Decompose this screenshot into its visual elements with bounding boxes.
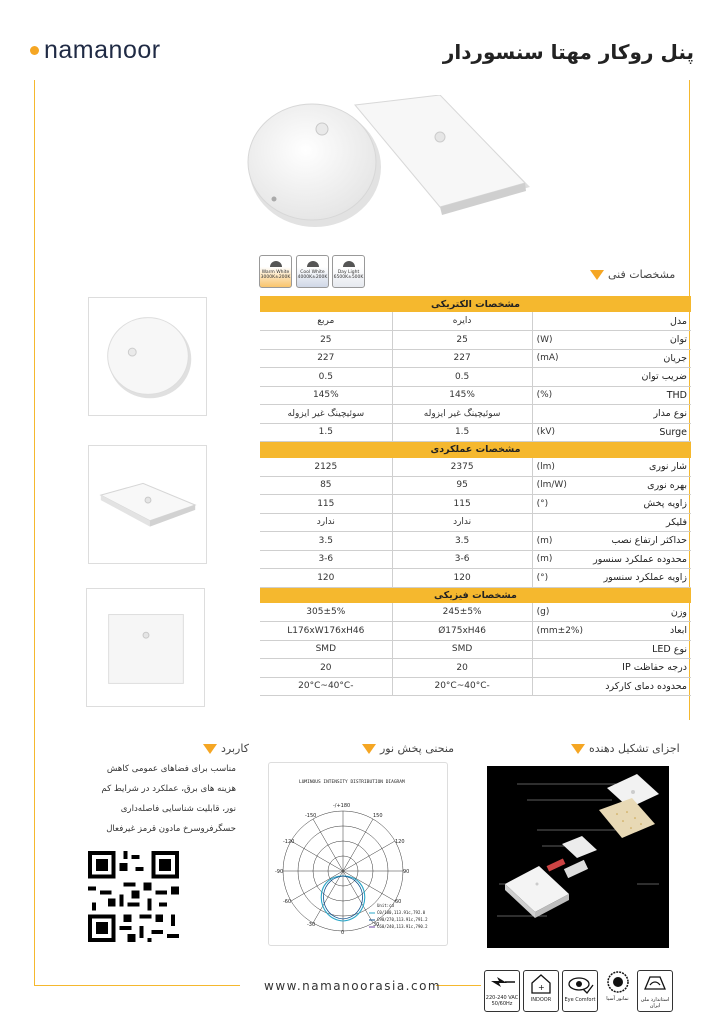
cct-range: 4000K±200K — [297, 275, 328, 280]
table-row — [260, 458, 691, 477]
row-unit — [532, 405, 587, 424]
row-name: THD — [587, 386, 691, 405]
brand-seal-icon — [601, 970, 634, 1012]
row-value-square: 120 — [260, 569, 392, 588]
qr-code — [84, 847, 183, 946]
row-value-square: 3-6 — [260, 550, 392, 569]
row-value-round: 1.5 — [392, 423, 532, 442]
row-value-square: 115 — [260, 495, 392, 514]
table-section-header — [260, 587, 691, 603]
electrical-header: مشخصات الکتریکی — [260, 296, 691, 312]
cert-label: استاندارد ملی ایران — [640, 997, 670, 1009]
specs-label-text: مشخصات فنی — [608, 268, 676, 281]
polar-label: -60 — [283, 899, 292, 905]
table-row — [260, 423, 691, 442]
row-name: وزن — [587, 603, 691, 622]
application-section-label — [203, 742, 249, 755]
table-row — [260, 659, 691, 678]
frame-line-bottom — [34, 985, 240, 986]
row-unit: (lm) — [532, 458, 587, 477]
table-row — [260, 386, 691, 405]
row-value-square: 145% — [260, 386, 392, 405]
logo-dot — [30, 46, 39, 55]
row-unit: (m) — [532, 550, 587, 569]
photometric-label-text: منحنی پخش نور — [380, 742, 455, 755]
row-value-square: 2125 — [260, 458, 392, 477]
application-description: مناسب برای فضاهای عمومی کاهش هزینه های برق، عملکرد در شرایط کم نور، قابلیت شناسایی فاصله‌داری حسگرفروسرخ مادون قرمز غیرفعال — [101, 764, 236, 834]
row-value-round: 25 — [392, 331, 532, 350]
table-section-header — [260, 442, 691, 458]
table-row — [260, 495, 691, 514]
row-unit: (°) — [532, 569, 587, 588]
components-section-label — [571, 742, 680, 755]
row-value-square: 20 — [260, 659, 392, 678]
table-row — [260, 405, 691, 424]
spec-table — [260, 296, 691, 696]
row-value-square: 0.5 — [260, 368, 392, 387]
row-unit — [532, 640, 587, 659]
row-unit — [532, 312, 587, 331]
table-row — [260, 532, 691, 551]
polar-label: -/+180 — [333, 803, 351, 809]
indoor-cert-icon — [523, 970, 559, 1012]
performance-header: مشخصات عملکردی — [260, 442, 691, 458]
table-row — [260, 603, 691, 622]
application-label-text: کاربرد — [221, 742, 249, 755]
row-name: درجه حفاظت IP — [587, 659, 691, 678]
row-name: مدل — [587, 312, 691, 331]
table-row — [260, 312, 691, 331]
row-name: جریان — [587, 349, 691, 368]
polar-legend: C60/240,113.91c,790.2 — [377, 924, 428, 929]
polar-label: 30 — [373, 922, 380, 928]
row-value-square: 1.5 — [260, 423, 392, 442]
row-name: شار نوری — [587, 458, 691, 477]
specs-section-label — [590, 268, 675, 281]
row-value-round: 115 — [392, 495, 532, 514]
eye-comfort-cert-icon — [562, 970, 598, 1012]
row-value-round: 20 — [392, 659, 532, 678]
svg-text:+: + — [538, 983, 545, 992]
cct-range: 6500K±500K — [333, 275, 364, 280]
cct-warm-white-icon — [259, 255, 292, 288]
thumbnail-round-panel — [88, 297, 207, 416]
row-value-round: SMD — [392, 640, 532, 659]
thumbnail-square-panel-angle — [88, 445, 207, 564]
row-name: ضریب توان — [587, 368, 691, 387]
row-name: Surge — [587, 423, 691, 442]
physical-header: مشخصات فیزیکی — [260, 587, 691, 603]
row-unit: (g) — [532, 603, 587, 622]
row-value-square: 305±5% — [260, 603, 392, 622]
cert-label: INDOOR — [530, 997, 552, 1003]
row-value-round: -20°C~40°C — [392, 677, 532, 696]
cct-name: Cool White — [300, 270, 325, 275]
row-value-round: 0.5 — [392, 368, 532, 387]
brand-logo — [30, 36, 161, 65]
row-unit — [532, 368, 587, 387]
table-row — [260, 331, 691, 350]
national-standard-icon — [637, 970, 673, 1012]
table-row — [260, 513, 691, 532]
row-unit: (°) — [532, 495, 587, 514]
row-value-round: سوئیچینگ غیر ایزوله — [392, 405, 532, 424]
cert-label: نمانور آسیا — [606, 996, 629, 1002]
row-value-round: دایره — [392, 312, 532, 331]
row-value-round: Ø175xH46 — [392, 622, 532, 641]
cert-label: 220-240 VAC 50/60Hz — [485, 995, 519, 1007]
row-unit — [532, 513, 587, 532]
frame-line-left — [34, 80, 35, 985]
row-value-square: -20°C~40°C — [260, 677, 392, 696]
polar-title: LUMINOUS INTENSITY DISTRIBUTION DIAGRAM — [299, 780, 405, 785]
row-name: توان — [587, 331, 691, 350]
row-value-round: 227 — [392, 349, 532, 368]
polar-legend: C90/270,113.91c,791.2 — [377, 917, 428, 922]
row-name: زاویه پخش — [587, 495, 691, 514]
cct-name: Day Light — [337, 270, 360, 275]
website-url[interactable]: www.namanoorasia.com — [264, 979, 442, 993]
row-value-square: L176xW176xH46 — [260, 622, 392, 641]
row-value-square: سوئیچینگ غیر ایزوله — [260, 405, 392, 424]
triangle-marker-icon — [203, 744, 217, 754]
table-section-header — [260, 296, 691, 312]
row-value-square: ندارد — [260, 513, 392, 532]
table-row — [260, 368, 691, 387]
row-value-round: 120 — [392, 569, 532, 588]
row-name: حداکثر ارتفاع نصب — [587, 532, 691, 551]
cct-range: 3000K±200K — [260, 275, 291, 280]
polar-label: 0 — [341, 930, 345, 936]
cert-label: Eye Comfort — [564, 997, 596, 1003]
polar-label: 120 — [395, 839, 405, 845]
row-value-round: ندارد — [392, 513, 532, 532]
row-value-round: 3.5 — [392, 532, 532, 551]
row-name: محدوده عملکرد سنسور — [587, 550, 691, 569]
polar-label: -30 — [307, 922, 316, 928]
row-unit: (mA) — [532, 349, 587, 368]
exploded-view-image — [487, 766, 669, 948]
polar-legend: C0/180,113.91c,792.0 — [377, 910, 426, 915]
page-title: پنل روکار مهتا سنسوردار — [442, 40, 694, 64]
row-value-round: 3-6 — [392, 550, 532, 569]
row-unit: (kV) — [532, 423, 587, 442]
cct-day-light-icon — [332, 255, 365, 288]
row-unit: (mm±2%) — [532, 622, 587, 641]
polar-label: -120 — [283, 839, 295, 845]
row-value-square: 3.5 — [260, 532, 392, 551]
power-supply-cert-icon — [484, 970, 520, 1012]
row-value-round: 2375 — [392, 458, 532, 477]
triangle-marker-icon — [571, 744, 585, 754]
polar-label: 60 — [395, 899, 402, 905]
polar-label: -150 — [305, 813, 317, 819]
row-value-round: 245±5% — [392, 603, 532, 622]
row-unit: (W) — [532, 331, 587, 350]
brand-name: namanoor — [44, 36, 161, 64]
table-row — [260, 622, 691, 641]
hero-product-image — [240, 95, 530, 230]
photometric-diagram — [268, 762, 448, 946]
components-label-text: اجزای تشکیل دهنده — [589, 742, 680, 755]
row-unit: (%) — [532, 386, 587, 405]
row-value-square: مربع — [260, 312, 392, 331]
row-value-square: 85 — [260, 476, 392, 495]
row-unit: (m) — [532, 532, 587, 551]
table-row — [260, 349, 691, 368]
row-value-square: SMD — [260, 640, 392, 659]
table-row — [260, 640, 691, 659]
cct-name: Warm White — [261, 270, 290, 275]
row-value-square: 25 — [260, 331, 392, 350]
triangle-marker-icon — [362, 744, 376, 754]
frame-line-bottom-right — [436, 985, 481, 986]
row-name: ابعاد — [587, 622, 691, 641]
row-name: زاویه عملکرد سنسور — [587, 569, 691, 588]
table-row — [260, 550, 691, 569]
polar-label: 90 — [403, 869, 410, 875]
table-row — [260, 677, 691, 696]
row-name: بهره نوری — [587, 476, 691, 495]
row-unit — [532, 677, 587, 696]
row-value-round: 145% — [392, 386, 532, 405]
triangle-marker-icon — [590, 270, 604, 280]
row-unit: (lm/W) — [532, 476, 587, 495]
row-name: محدوده دمای کارکرد — [587, 677, 691, 696]
row-value-square: 227 — [260, 349, 392, 368]
row-unit — [532, 659, 587, 678]
polar-label: -90 — [275, 869, 284, 875]
row-value-round: 95 — [392, 476, 532, 495]
table-row — [260, 569, 691, 588]
cct-cool-white-icon — [296, 255, 329, 288]
polar-unit: Unit:cd — [377, 903, 394, 908]
photometric-section-label — [362, 742, 454, 755]
row-name: فلیکر — [587, 513, 691, 532]
row-name: نوع LED — [587, 640, 691, 659]
thumbnail-square-panel-front — [86, 588, 205, 707]
table-row — [260, 476, 691, 495]
polar-label: 150 — [373, 813, 383, 819]
row-name: نوع مدار — [587, 405, 691, 424]
